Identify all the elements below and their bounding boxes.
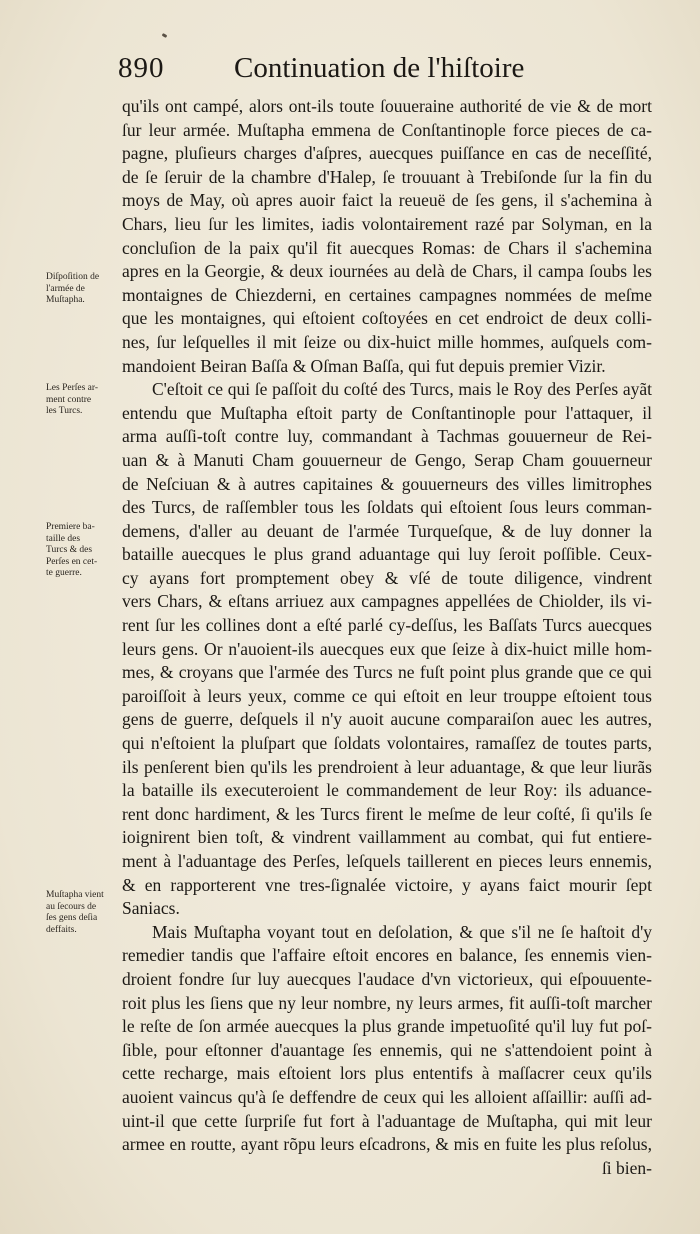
margin-note-line: te guerre. bbox=[46, 568, 82, 578]
margin-note-3 bbox=[46, 522, 122, 580]
margin-note-line: Turcs & des bbox=[46, 545, 93, 555]
text-line: mes, & croyans que l'armée des Turcs ne fuſt point plus grande que ce qui bbox=[122, 662, 652, 683]
margin-note-line: l'armée de bbox=[46, 283, 85, 294]
text-line: qu'ils ont campé, alors ont-ils toute ſouueraine authorité de vie & de mort bbox=[122, 96, 652, 116]
text-line: remedier tandis que l'affaire eſtoit encores en balance, ſes ennemis vien- bbox=[122, 945, 652, 966]
text-line: uan & à Manuti Cham gouuerneur de Gengo, Serap Cham gouuerneur bbox=[122, 449, 652, 470]
text-line: C'eſtoit ce qui ſe paſſoit du coſté des Turcs, mais le Roy des Perſes ayãt bbox=[152, 379, 652, 400]
text-line: paroiſſoit à leurs yeux, comme ce qui eſtoit en leur trouppe eſtoient tous bbox=[122, 685, 652, 706]
text-line: vers Chars, & eſtans arriuez aux campagnes appellées de Chiolder, ils vi- bbox=[122, 591, 652, 612]
text-line: apres en la Georgie, & deux iournées au delà de Chars, il campa ſoubs les bbox=[122, 261, 652, 282]
body-text bbox=[122, 95, 652, 1180]
text-line: auoient vaincus qu'à ſe deffendre de ceux qui les alloient aſſaillir: auſſi ad- bbox=[122, 1086, 652, 1107]
margin-note-line: Muſtapha vient bbox=[46, 890, 104, 900]
text-line: demens, d'aller au deuant de l'armée Turqueſque, & de luy donner la bbox=[122, 520, 652, 541]
text-line: la bataille ils executeroient le commandement de leur Roy: ils aduance- bbox=[122, 780, 652, 801]
text-line: de ſe ſeruir de la chambre d'Halep, ſe trouuant à Trebiſonde ſur la fin du bbox=[122, 166, 652, 187]
margin-note-line: Premiere ba- bbox=[46, 522, 95, 532]
text-line: entendu que Muſtapha eſtoit party de Conſtantinople pour l'attaquer, il bbox=[122, 402, 652, 423]
text-line: leurs gens. Or n'auoient-ils auecques eux que ſeize à dix-huict mille hom- bbox=[122, 638, 652, 659]
text-line: rent ſur les collines dont a eſté parlé cy-deſſus, les Baſſats Turcs auecques bbox=[122, 615, 652, 636]
text-line: bataille auecques le plus grand aduantage qui luy ſeroit poſſible. Ceux- bbox=[122, 544, 652, 565]
text-line: Mais Muſtapha voyant tout en deſolation, & que s'il ne ſe haſtoit d'y bbox=[152, 921, 652, 942]
text-line: de Neſciuan & à autres capitaines & gouuerneurs des villes limitrophes bbox=[122, 473, 652, 494]
margin-note-4 bbox=[46, 890, 122, 936]
margin-note-line: les Turcs. bbox=[46, 406, 83, 416]
text-line: gens de guerre, deſquels il n'y auoit aucune comparaiſon auec les autres, bbox=[122, 709, 652, 730]
text-line: cette recharge, mais eſtoient lors plus ententifs à maſſacrer ceux qu'ils bbox=[122, 1063, 652, 1084]
text-line: armee en routte, ayant rõpu leurs eſcadrons, & mis en fuite les plus reſolus, bbox=[122, 1134, 652, 1155]
text-line: ils penſerent bien qu'ils les prendroient à leur aduantage, & que leur liurãs bbox=[122, 756, 652, 777]
text-line: roit plus les ſiens que ny leur nombre, ny leurs armes, fit auſſi-toſt marcher bbox=[122, 992, 652, 1013]
text-line: le reſte de ſon armée auecques la plus grande impetuoſité qu'il luy fut poſ- bbox=[122, 1016, 652, 1037]
text-line: droient fondre ſur luy auecques l'audace d'vn victorieux, qui eſpouuente- bbox=[122, 968, 652, 989]
margin-note-line: ſes gens deſia bbox=[46, 913, 98, 923]
text-line: rent donc hardiment, & les Turcs firent le meſme de leur coſté, ſi qu'ils ſe bbox=[122, 803, 652, 824]
text-line: uint-il que cette ſurpriſe fut fort à l'aduantage de Muſtapha, qui mit leur bbox=[122, 1110, 652, 1131]
text-line: que les montaignes, qui eſtoient coſtoyées en cet endroict de deux colli- bbox=[122, 308, 652, 329]
text-line: concluſion de la paix qu'il fit auecques Romas: de Chars il s'achemina bbox=[122, 237, 652, 258]
margin-note-2 bbox=[46, 383, 122, 418]
text-line: arma auſſi-toſt contre luy, commandant à Tachmas gouuerneur de Rei- bbox=[122, 426, 652, 447]
text-line: pagne, pluſieurs charges d'aſpres, auecques puiſſance en cas de neceſſité, bbox=[122, 143, 652, 164]
margin-note-line: taille des bbox=[46, 533, 81, 544]
margin-note-1 bbox=[46, 272, 122, 307]
margin-note-line: Perſes en cet- bbox=[46, 556, 98, 567]
text-line: qui n'eſtoient la pluſpart que ſoldats volontaires, ramaſſez de toutes parts, bbox=[122, 733, 652, 754]
margin-note-line: Muſtapha. bbox=[46, 295, 85, 305]
text-line: ſi bien- bbox=[601, 1157, 652, 1178]
margin-note-line: deffaits. bbox=[46, 924, 77, 935]
text-line: nes, ſur leſquelles il mit ſeize ou dix-huict mille hommes, auſquels com- bbox=[122, 331, 652, 352]
text-line: montaignes de Chiezderni, en certaines campagnes nommées de meſme bbox=[122, 284, 652, 305]
text-line: moys de May, où apres auoir faict la reueuë de ſes gens, il s'achemina à bbox=[122, 190, 652, 211]
margin-note-line: Diſpoſition de bbox=[46, 272, 100, 282]
ink-speck bbox=[162, 33, 168, 38]
text-line: des Turcs, de raſſembler tous les ſoldats qui eſtoient ſous leurs comman- bbox=[122, 497, 652, 518]
text-line: ment à l'aduantage des Perſes, leſquels taillerent en pieces leurs ennemis, bbox=[122, 851, 652, 871]
margin-note-line: Les Perſes ar- bbox=[46, 383, 99, 393]
text-line: & en rapporterent vne tres-ſignalée victoire, y ayans faict mourir ſept bbox=[122, 874, 652, 895]
page-number: 890 bbox=[118, 52, 165, 84]
text-line: mandoient Beiran Baſſa & Oſman Baſſa, qui fut depuis premier Vizir. bbox=[122, 355, 606, 376]
text-line: Chars, lieu ſur les limites, iadis volontairement razé par Solyman, en la bbox=[122, 213, 652, 234]
text-line: cy ayans fort promptement obey & vſé de toute diligence, vindrent bbox=[122, 567, 652, 588]
text-line: ioignirent bien toſt, & vindrent vaillamment au combat, qui fut entiere- bbox=[122, 827, 652, 848]
text-line: ſible, pour eſtonner d'auantage ſes ennemis, qui ne s'attendoient point à bbox=[122, 1039, 652, 1060]
text-line: Saniacs. bbox=[122, 898, 180, 919]
page-header bbox=[118, 52, 548, 92]
margin-note-line: ment contre bbox=[46, 394, 92, 405]
running-title: Continuation de l'hiſtoire bbox=[234, 52, 525, 84]
margin-note-line: au ſecours de bbox=[46, 901, 97, 912]
text-line: ſur leur armée. Muſtapha emmena de Conſtantinople force pieces de ca- bbox=[122, 119, 652, 140]
